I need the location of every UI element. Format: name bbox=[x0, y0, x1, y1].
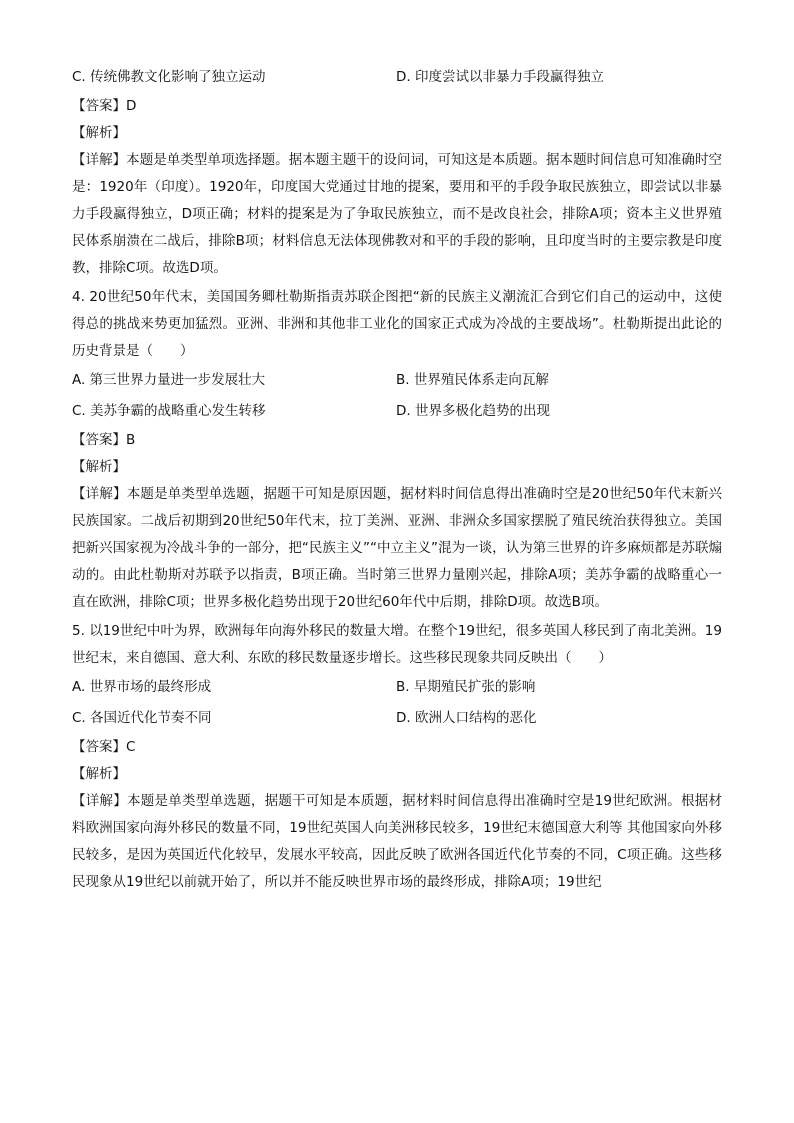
answer-tag: 【答案】 bbox=[72, 98, 126, 114]
q3-analysis-tag: 【解析】 bbox=[72, 125, 126, 141]
answer-tag: 【答案】 bbox=[72, 739, 126, 755]
q4-options-row-cd bbox=[72, 396, 722, 427]
q5-option-b: B. 早期殖民扩张的影响 bbox=[396, 679, 536, 695]
q4-option-c: C. 美苏争霸的战略重心发生转移 bbox=[72, 403, 266, 419]
q4-option-b: B. 世界殖民体系走向瓦解 bbox=[396, 372, 549, 388]
detail-text: 本题是单类型单选题，据题干可知是原因题，据材料时间信息得出准确时空是20世纪50年代末新兴民族国家。二战后初期到20世纪50年代末，拉丁美洲、亚洲、非洲众多国家摆脱了殖民统治获得独立。美国把新兴国家视为冷战斗争的一部分，把“民族主义”“中立主义”混为一谈，认为第三世界的许多麻烦都是苏联煽动的。由此杜勒斯对苏联予以指责，B项正确。当时第三世界力量刚兴起，排除A项；美苏争霸的战略重心一直在欧洲，排除C项；世界多极化趋势出现于20世纪60年代中后期，排除D项。故选B项。 bbox=[72, 486, 723, 610]
q4-stem: 4. 20世纪50年代末，美国国务卿杜勒斯指责苏联企图把“新的民族主义潮流汇合到它们自己的运动中，这使得总的挑战来势更加猛烈。亚洲、非洲和其他非工业化的国家正式成为冷战的主要战场”。杜勒斯提出此论的历史背景是（ ） bbox=[72, 289, 722, 359]
q4-options-row-ab bbox=[72, 365, 722, 396]
detail-tag: 【详解】 bbox=[72, 486, 127, 502]
q3-options-row-cd bbox=[72, 62, 722, 93]
q5-options-row-ab bbox=[72, 672, 722, 703]
q4-analysis-tag: 【解析】 bbox=[72, 459, 126, 475]
answer-value: D bbox=[126, 98, 137, 114]
q5-option-d: D. 欧洲人口结构的恶化 bbox=[396, 710, 537, 726]
detail-text: 本题是单类型单项选择题。据本题主题干的设问词，可知这是本质题。据本题时间信息可知准确时空是：1920年（印度）。1920年，印度国大党通过甘地的提案，要用和平的手段争取民族独立，即尝试以非暴力手段赢得独立，D项正确；材料的提案是为了争取民族独立，而不是改良社会，排除A项；资本主义世界殖民体系崩溃在二战后，排除B项；材料信息无法体现佛教对和平的手段的影响，且印度当时的主要宗教是印度教，排除C项。故选D项。 bbox=[72, 152, 723, 276]
q4-answer bbox=[72, 427, 722, 454]
detail-text: 本题是单类型单选题，据题干可知是本质题，据材料时间信息得出准确时空是19世纪欧洲。根据材料欧洲国家向海外移民的数量不同，19世纪英国人向美洲移民较多，19世纪末德国意大利等 其他国家向外移民较多，是因为英国近代化较早，发展水平较高，因此反映了欧洲各国近代化节奏的不同，C项正确。这些移民现象从19世纪以前就开始了，所以并不能反映世界市场的最终形成，排除A项；19世纪 bbox=[72, 793, 722, 890]
q3-answer bbox=[72, 93, 722, 120]
document-page bbox=[72, 62, 722, 896]
q5-option-c: C. 各国近代化节奏不同 bbox=[72, 710, 212, 726]
answer-value: C bbox=[126, 739, 136, 755]
answer-tag: 【答案】 bbox=[72, 432, 126, 448]
q4-detail bbox=[72, 481, 722, 616]
q5-answer bbox=[72, 734, 722, 761]
q5-detail bbox=[72, 788, 722, 896]
q3-detail bbox=[72, 147, 722, 282]
q4-option-d: D. 世界多极化趋势的出现 bbox=[396, 403, 550, 419]
detail-tag: 【详解】 bbox=[72, 793, 128, 809]
answer-value: B bbox=[126, 432, 136, 448]
q5-stem: 5. 以19世纪中叶为界，欧洲每年向海外移民的数量大增。在整个19世纪，很多英国人移民到了南北美洲。19世纪末，来自德国、意大利、东欧的移民数量逐步增长。这些移民现象共同反映出（ ） bbox=[72, 623, 722, 666]
detail-tag: 【详解】 bbox=[72, 152, 127, 168]
q3-option-c: C. 传统佛教文化影响了独立运动 bbox=[72, 69, 266, 85]
q3-option-d: D. 印度尝试以非暴力手段赢得独立 bbox=[396, 69, 604, 85]
q4-option-a: A. 第三世界力量进一步发展壮大 bbox=[72, 372, 266, 388]
q5-analysis-tag: 【解析】 bbox=[72, 766, 126, 782]
q5-option-a: A. 世界市场的最终形成 bbox=[72, 679, 212, 695]
q5-options-row-cd bbox=[72, 703, 722, 734]
